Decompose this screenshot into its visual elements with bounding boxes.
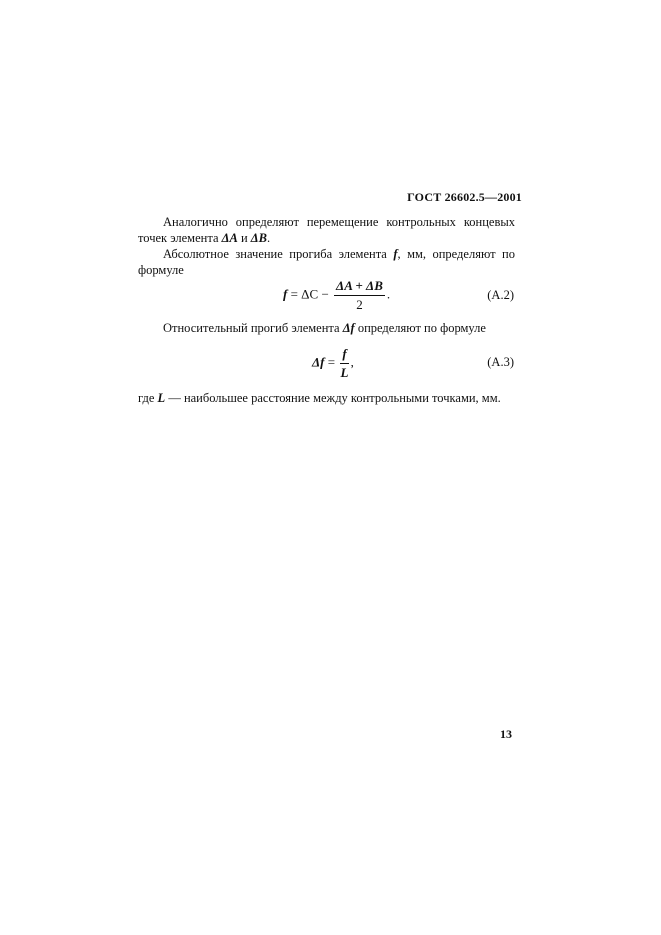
formula-tail: , <box>350 354 354 370</box>
paragraph-line: формуле <box>138 263 184 277</box>
fraction-denominator: L <box>340 365 349 380</box>
formula-lhs: f <box>283 286 288 302</box>
text-run: — наибольшее расстояние между контрольными точками, мм. <box>165 391 501 405</box>
math-delta-f: Δf <box>342 321 355 335</box>
math-delta-a: ΔA <box>221 231 238 245</box>
formula-a3 <box>312 346 354 381</box>
formula-fraction <box>340 346 348 381</box>
formula-a2 <box>283 278 390 313</box>
paragraph-absolute-deflection <box>138 246 515 278</box>
document-header: ГОСТ 26602.5—2001 <box>407 190 522 204</box>
math-delta-b: ΔB <box>250 231 267 245</box>
paragraph-displacement <box>138 214 515 246</box>
formula-tail: . <box>386 286 391 302</box>
math-l: L <box>157 391 166 405</box>
page-number: 13 <box>500 727 512 741</box>
equation-number-a3: (А.3) <box>487 355 514 369</box>
equation-number-a2: (А.2) <box>487 288 514 302</box>
math-f: f <box>393 247 398 261</box>
text-run: определяют по формуле <box>354 321 486 335</box>
paragraph-line <box>138 246 515 262</box>
fraction-numerator: ΔA + ΔB <box>334 278 385 296</box>
fraction-numerator: f <box>340 346 348 364</box>
text-run: Абсолютное значение прогиба элемента <box>163 247 394 261</box>
text-run: и <box>237 231 251 245</box>
text-run: . <box>266 231 271 245</box>
text-run: точек элемента <box>138 231 222 245</box>
formula-lhs: Δf <box>312 354 325 370</box>
formula-fraction <box>334 278 385 313</box>
paragraph-line: Аналогично определяют перемещение контрольных концевых <box>163 215 515 229</box>
text-run: Относительный прогиб элемента <box>163 321 343 335</box>
paragraph-relative-deflection <box>163 320 486 336</box>
paragraph-line <box>138 230 515 246</box>
text-run: где <box>138 391 158 405</box>
text-run: , мм, определяют по <box>397 247 515 261</box>
formula-operator: = ΔC − <box>287 286 333 302</box>
fraction-denominator: 2 <box>356 297 363 312</box>
paragraph-where-l <box>138 390 501 406</box>
formula-operator: = <box>324 354 339 370</box>
